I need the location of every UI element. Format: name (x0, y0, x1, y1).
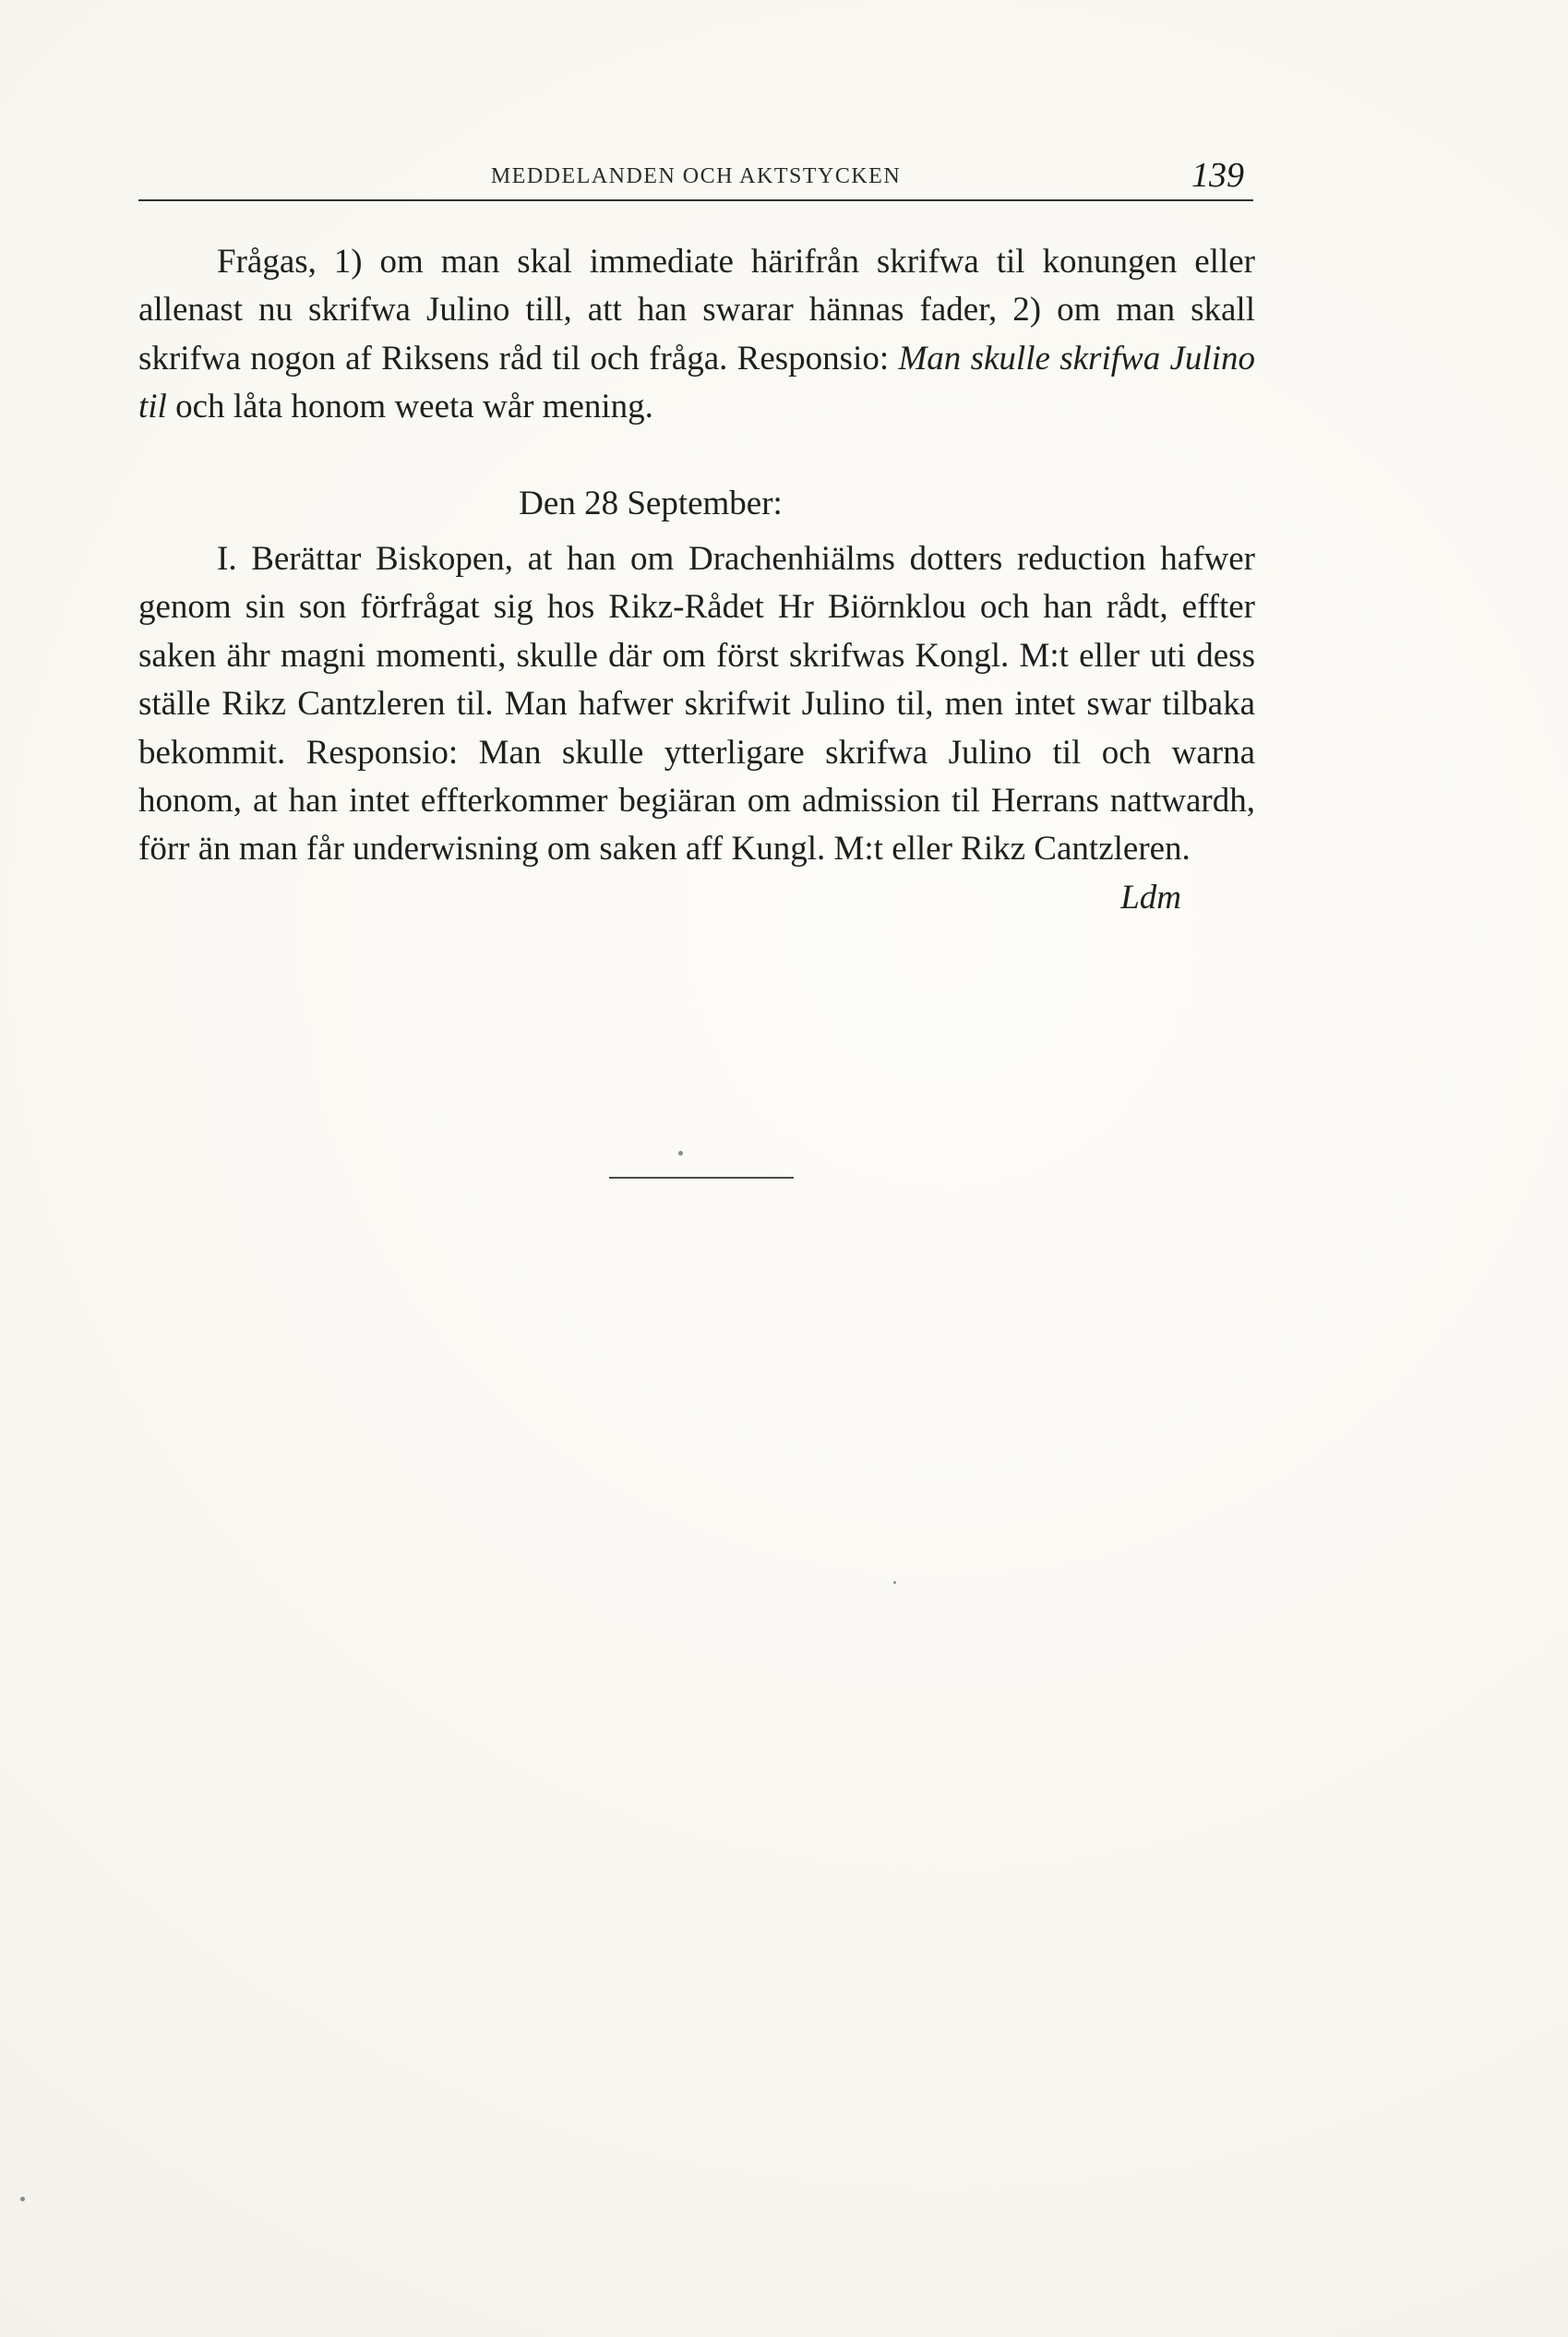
paragraph-fragas-text-1: Frågas, 1) om man skal immediate härifrån skrifwa til konungen eller allenast nu skrifwa Julino till, att han swarar hännas fader, 2) om man skall skrifwa nogon af Riksens råd til och fråga. Responsio: (138, 243, 1255, 378)
paragraph-fragas-italic: Man skulle skrifwa Julino til (138, 339, 1255, 426)
paragraph-fragas-text-2: och låta honom weeta wår mening. (166, 388, 653, 426)
paper-speck (20, 2197, 25, 2201)
page-number: 139 (1191, 156, 1244, 195)
date-heading: Den 28 September: (519, 484, 783, 522)
paper-speck (678, 1151, 683, 1156)
signature: Ldm (1120, 878, 1181, 917)
header-rule (138, 199, 1253, 201)
paragraph-fragas (138, 238, 1255, 432)
paragraph-berattar: I. Berättar Biskopen, at han om Drachenhiälms dotters reduction hafwer genom sin son förfrågat sig hos Rikz-Rådet Hr Biörnklou och han rådt, effter saken ähr magni momenti, skulle där om först skrifwas Kongl. M:t eller uti dess ställe Rikz Cantzleren til. Man hafwer skrifwit Julino til, men intet swar tilbaka bekommit. Responsio: Man skulle ytterligare skrifwa Julino til och warna honom, at han intet effterkommer begiäran om admission til Herrans nattwardh, förr än man får underwisning om saken aff Kungl. M:t eller Rikz Cantzleren. (138, 540, 1255, 869)
end-rule (609, 1177, 794, 1179)
page-header (138, 156, 1253, 203)
running-head: MEDDELANDEN OCH AKTSTYCKEN (490, 164, 902, 188)
paper-speck (893, 1581, 896, 1584)
body-text (138, 238, 1255, 922)
